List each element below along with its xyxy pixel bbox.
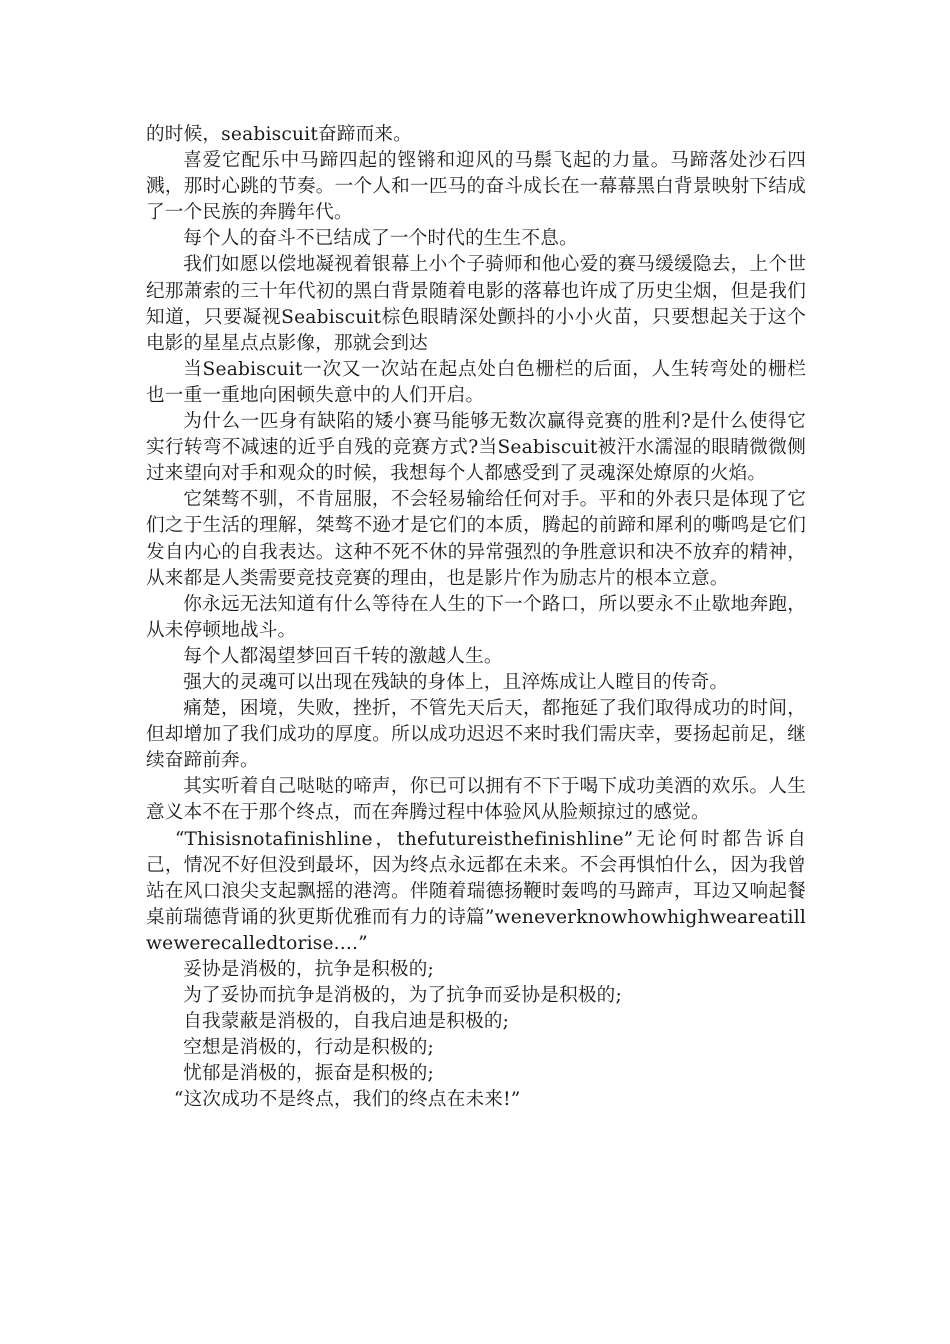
- paragraph: 你永远无法知道有什么等待在人生的下一个路口，所以要永不止歇地奔跑，从未停顿地战斗。: [146, 593, 806, 641]
- paragraph: 痛楚，困境，失败，挫折，不管先天后天，都拖延了我们取得成功的时间，但却增加了我们成功的厚度。所以成功迟迟不来时我们需庆幸，要扬起前足，继续奋蹄前奔。: [146, 698, 806, 772]
- paragraph: 空想是消极的，行动是积极的;: [183, 1037, 434, 1059]
- body-text: [146, 122, 806, 1114]
- paragraph: 自我蒙蔽是消极的，自我启迪是积极的;: [183, 1011, 510, 1033]
- paragraph: “这次成功不是终点，我们的终点在未来!”: [173, 1089, 521, 1111]
- paragraph: 每个人的奋斗不已结成了一个时代的生生不息。: [183, 228, 578, 250]
- paragraph: 妥协是消极的，抗争是积极的;: [183, 959, 434, 980]
- paragraph: 为什么一匹身有缺陷的矮小赛马能够无数次赢得竞赛的胜利?是什么使得它实行转弯不减速的近乎自残的竞赛方式?当Seabiscuit被汗水濡湿的眼睛微微侧过来望向对手和观众的时候，我想每个人都感受到了灵魂深处燎原的火焰。: [146, 411, 806, 485]
- paragraph: 为了妥协而抗争是消极的，为了抗争而妥协是积极的;: [183, 985, 622, 1007]
- paragraph: 它桀骜不驯，不肯屈服，不会轻易输给任何对手。平和的外表只是体现了它们之于生活的理解，桀骜不逊才是它们的本质，腾起的前蹄和犀利的嘶鸣是它们发自内心的自我表达。这种不死不休的异常强烈的争胜意识和决不放弃的精神，从来都是人类需要竞技竞赛的理由，也是影片作为励志片的根本立意。: [146, 489, 806, 589]
- paragraph: “Thisisnotafinishline，thefutureisthefinishline”无论何时都告诉自己，情况不好但没到最坏，因为终点永远都在未来。不会再惧怕什么，因为我曾站在风口浪尖支起飘摇的港湾。伴随着瑞德扬鞭时轰鸣的马蹄声，耳边又响起餐桌前瑞德背诵的狄更斯优雅而有力的诗篇”weneverknowhowhighweareatillwewerecalledtorise....”: [146, 828, 806, 954]
- paragraph: 忧郁是消极的，振奋是积极的;: [183, 1063, 434, 1085]
- paragraph: 每个人都渴望梦回百千转的激越人生。: [183, 645, 503, 667]
- paragraph: 喜爱它配乐中马蹄四起的铿锵和迎风的马鬃飞起的力量。马蹄落处沙石四溅，那时心跳的节奏。一个人和一匹马的奋斗成长在一幕幕黑白背景映射下结成了一个民族的奔腾年代。: [146, 150, 806, 224]
- paragraph: 当Seabiscuit一次又一次站在起点处白色栅栏的后面，人生转弯处的栅栏也一重一重地向困顿失意中的人们开启。: [146, 358, 806, 406]
- paragraph: 强大的灵魂可以出现在残缺的身体上，且淬炼成让人瞠目的传奇。: [183, 671, 729, 693]
- paragraph: 其实听着自己哒哒的啼声，你已可以拥有不下于喝下成功美酒的欢乐。人生意义本不在于那个终点，而在奔腾过程中体验风从脸颊掠过的感觉。: [146, 776, 806, 824]
- paragraph: 的时候，seabiscuit奋蹄而来。: [146, 124, 412, 145]
- paragraph: 我们如愿以偿地凝视着银幕上小个子骑师和他心爱的赛马缓缓隐去，上个世纪那萧索的三十年代初的黑白背景随着电影的落幕也许成了历史尘烟，但是我们知道，只要凝视Seabiscuit棕色眼睛深处颤抖的小小火苗，只要想起关于这个电影的星星点点影像，那就会到达: [146, 254, 806, 354]
